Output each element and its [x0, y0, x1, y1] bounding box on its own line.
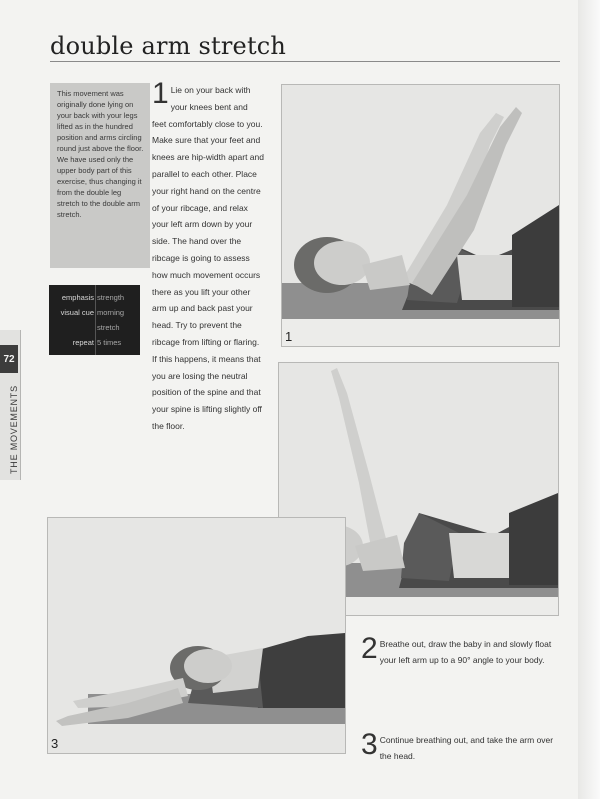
- summary-table: [49, 285, 140, 355]
- exercise-photo-1: [281, 84, 560, 347]
- sidebar-note: This movement was originally done lying on your back with your legs lifted as in the hundred position and arms circling round just above the floor. We have used only the upper body part of this exercise, thus changing it from the double leg stretch to the double arm stretch.: [50, 83, 150, 268]
- table-value: strength: [97, 293, 125, 302]
- page-edge: [578, 0, 600, 799]
- table-row: [49, 335, 140, 350]
- step-text: Continue breathing out, and take the arm over the head.: [379, 735, 554, 761]
- step-number: 3: [361, 728, 378, 761]
- section-label: THE MOVEMENTS: [9, 385, 19, 474]
- table-label: visual cue: [60, 308, 94, 317]
- step-number: 2: [361, 632, 378, 665]
- woman-arms-overhead-illustration: [48, 518, 345, 753]
- table-label: repeat: [72, 338, 94, 347]
- table-row: [49, 290, 140, 305]
- table-row: [49, 305, 140, 320]
- table-label: emphasis: [61, 293, 94, 302]
- photo-label: 3: [51, 736, 59, 751]
- table-value: morning: [97, 308, 125, 317]
- page-number: 72: [0, 345, 18, 373]
- step-1: [152, 77, 264, 435]
- step-number: 1: [152, 77, 169, 110]
- page-title: double arm stretch: [50, 32, 287, 60]
- step-3: [361, 728, 556, 764]
- step-text: Lie on your back with your knees bent and feet comfortably close to you. Make sure that your feet and knees are hip-width apart and parallel to each other. Place your right hand on the centre of your ribcage, and relax your left arm down by your side. The hand over the ribcage is going to assess how much movement occurs there as you lift your other arm up and back past your head. Try to prevent the ribcage from lifting or flaring. If this happens, it means that you are losing the neutral position of the spine and that your spine is lifting slightly off the floor.: [152, 85, 264, 431]
- step-text: Breathe out, draw the baby in and slowly float your left arm up to a 90° angle to your body.: [379, 639, 552, 665]
- table-value: 5 times: [97, 338, 122, 347]
- step-2: [361, 632, 556, 668]
- table-value: stretch: [97, 323, 120, 332]
- exercise-photo-3: [47, 517, 346, 754]
- photo-label: 1: [285, 329, 293, 344]
- title-rule: [50, 61, 560, 62]
- woman-arm-raised-illustration: [282, 85, 559, 346]
- table-row: [49, 320, 140, 335]
